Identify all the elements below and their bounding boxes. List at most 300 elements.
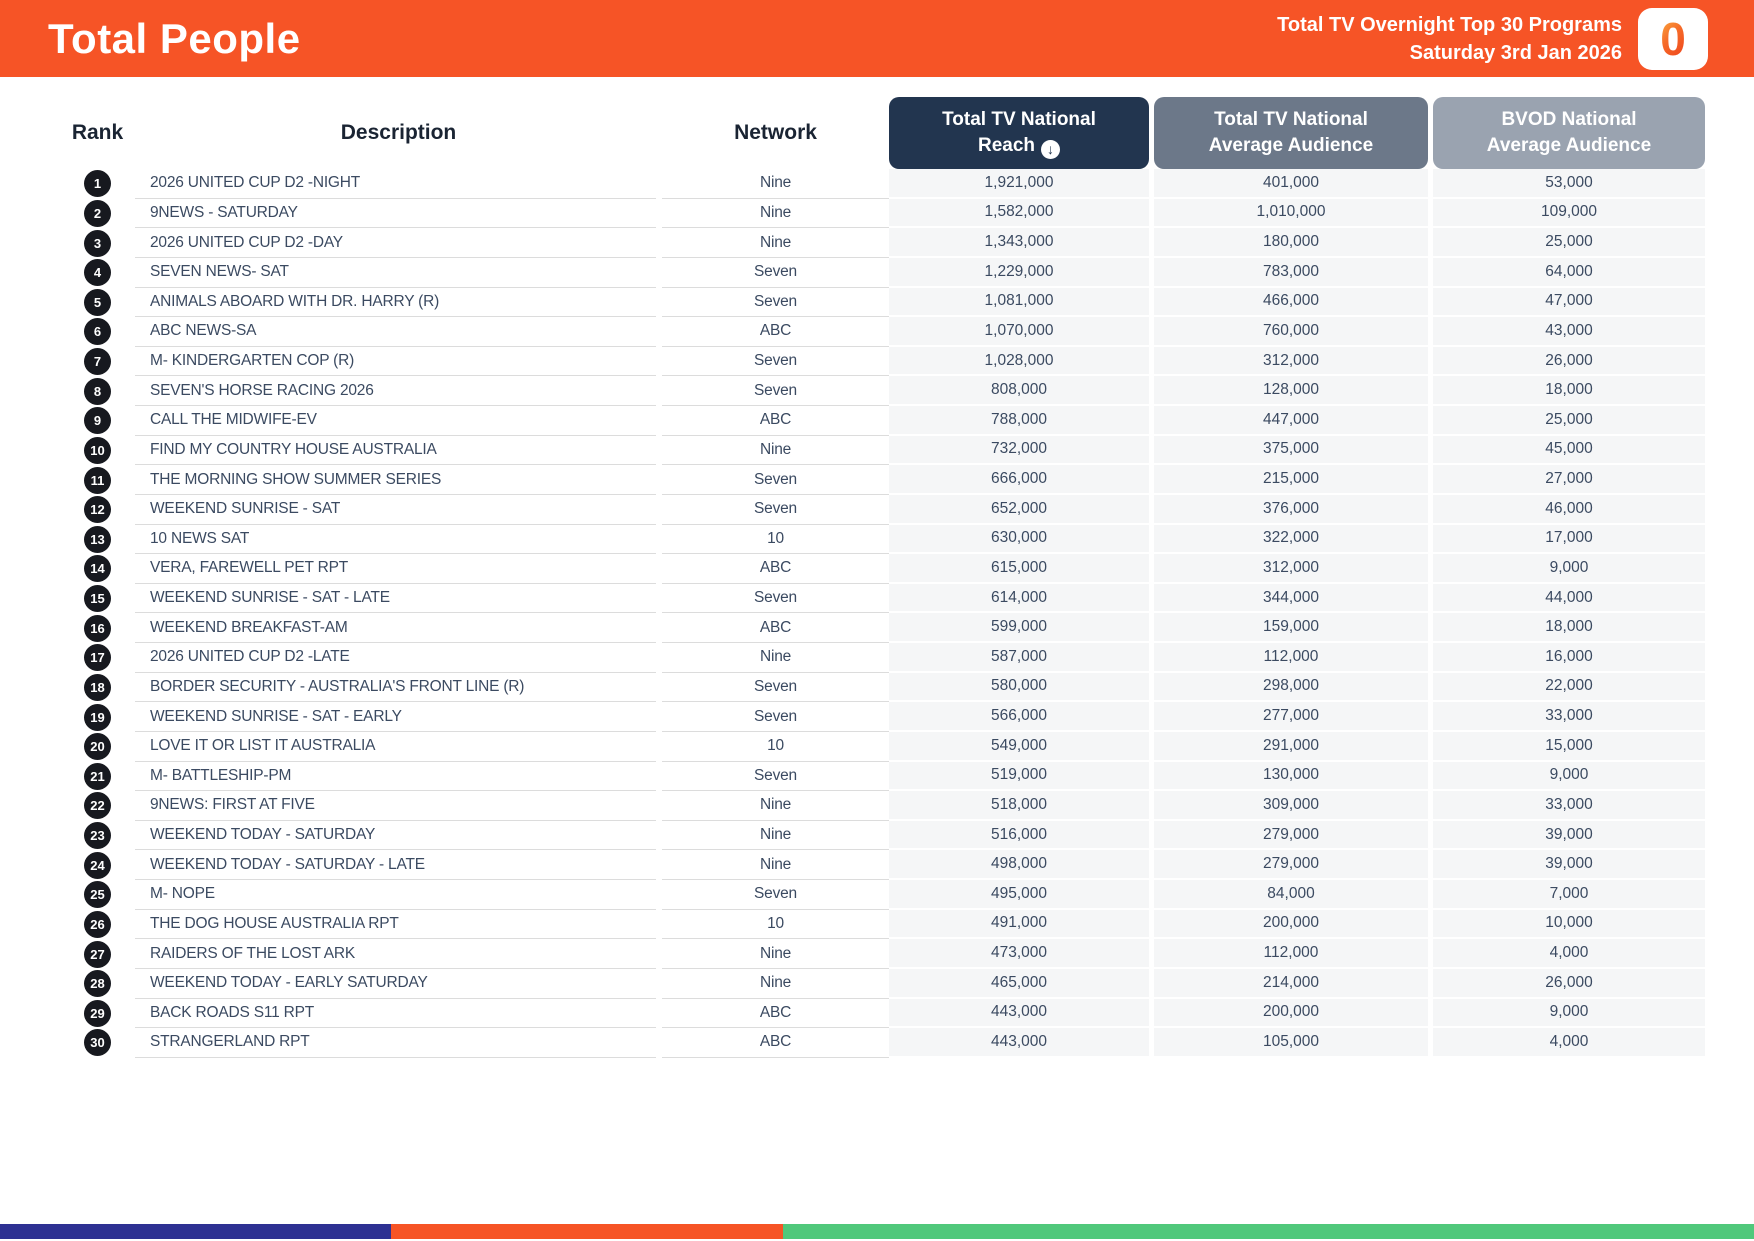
network-cell bbox=[662, 406, 889, 436]
reach-cell bbox=[889, 406, 1149, 436]
avg-audience-value: 783,000 bbox=[1262, 262, 1320, 280]
network-name: Nine bbox=[759, 203, 792, 221]
description-cell bbox=[135, 495, 656, 525]
program-description: 2026 UNITED CUP D2 -NIGHT bbox=[150, 174, 361, 192]
network-name: Nine bbox=[759, 796, 792, 814]
reach-cell bbox=[889, 999, 1149, 1029]
avg-audience-cell bbox=[1154, 258, 1428, 288]
reach-value: 1,582,000 bbox=[984, 203, 1054, 221]
network-cell bbox=[662, 673, 889, 703]
reach-cell bbox=[889, 880, 1149, 910]
reach-value: 516,000 bbox=[990, 825, 1048, 843]
network-cell bbox=[662, 495, 889, 525]
reach-value: 599,000 bbox=[990, 618, 1048, 636]
network-name: Nine bbox=[759, 944, 792, 962]
reach-value: 630,000 bbox=[990, 529, 1048, 547]
bvod-audience-cell bbox=[1433, 554, 1705, 584]
bvod-header-line2: Average Audience bbox=[1486, 135, 1652, 156]
network-cell bbox=[662, 1028, 889, 1058]
bvod-header-line1: BVOD National bbox=[1501, 109, 1637, 130]
description-cell bbox=[135, 910, 656, 940]
avg-audience-value: 344,000 bbox=[1262, 588, 1320, 606]
reach-cell bbox=[889, 554, 1149, 584]
avg-audience-cell bbox=[1154, 406, 1428, 436]
avg-audience-value: 279,000 bbox=[1262, 855, 1320, 873]
reach-value: 519,000 bbox=[990, 766, 1048, 784]
bvod-audience-cell bbox=[1433, 169, 1705, 199]
footer-segment-blue bbox=[0, 1224, 391, 1239]
reach-header-line2: Reach ↓ bbox=[978, 133, 1060, 159]
network-cell bbox=[662, 880, 889, 910]
network-cell bbox=[662, 939, 889, 969]
network-cell bbox=[662, 258, 889, 288]
bvod-value: 39,000 bbox=[1545, 825, 1593, 843]
footer-segment-green bbox=[783, 1224, 1754, 1239]
network-cell bbox=[662, 613, 889, 643]
avg-audience-cell bbox=[1154, 199, 1428, 229]
reach-cell bbox=[889, 347, 1149, 377]
description-cell bbox=[135, 347, 656, 377]
rank-badge: 26 bbox=[84, 911, 111, 938]
reach-value: 498,000 bbox=[990, 855, 1048, 873]
avg-audience-cell bbox=[1154, 850, 1428, 880]
rank-badge: 9 bbox=[84, 407, 111, 434]
table-row bbox=[60, 1028, 1705, 1058]
rank-badge: 29 bbox=[84, 1000, 111, 1027]
bvod-value: 45,000 bbox=[1545, 440, 1593, 458]
network-cell bbox=[662, 436, 889, 466]
avg-audience-cell bbox=[1154, 347, 1428, 377]
avg-audience-cell bbox=[1154, 436, 1428, 466]
description-cell bbox=[135, 613, 656, 643]
avg-audience-cell bbox=[1154, 288, 1428, 318]
reach-value: 652,000 bbox=[990, 499, 1048, 517]
bvod-value: 43,000 bbox=[1545, 321, 1593, 339]
bvod-audience-cell bbox=[1433, 317, 1705, 347]
table-row bbox=[60, 288, 1705, 318]
table-row bbox=[60, 317, 1705, 347]
description-cell bbox=[135, 406, 656, 436]
bvod-audience-cell bbox=[1433, 258, 1705, 288]
bvod-audience-cell bbox=[1433, 999, 1705, 1029]
column-header-total-tv-reach[interactable] bbox=[889, 97, 1149, 169]
network-cell bbox=[662, 791, 889, 821]
bvod-audience-cell bbox=[1433, 969, 1705, 999]
rank-cell bbox=[60, 732, 135, 762]
program-description: 9NEWS: FIRST AT FIVE bbox=[150, 796, 315, 814]
reach-value: 1,070,000 bbox=[984, 321, 1054, 339]
bvod-audience-cell bbox=[1433, 732, 1705, 762]
top-30-table bbox=[60, 97, 1705, 1058]
table-row bbox=[60, 673, 1705, 703]
bvod-audience-cell bbox=[1433, 199, 1705, 229]
network-name: Nine bbox=[759, 440, 792, 458]
network-name: 10 bbox=[767, 737, 784, 755]
bvod-audience-cell bbox=[1433, 495, 1705, 525]
bvod-audience-cell bbox=[1433, 288, 1705, 318]
network-name: ABC bbox=[759, 559, 792, 577]
bvod-value: 10,000 bbox=[1545, 914, 1593, 932]
reach-header-line1: Total TV National bbox=[942, 109, 1096, 130]
table-row bbox=[60, 702, 1705, 732]
rank-cell bbox=[60, 613, 135, 643]
reach-value: 614,000 bbox=[990, 588, 1048, 606]
reach-cell bbox=[889, 1028, 1149, 1058]
description-cell bbox=[135, 288, 656, 318]
avg-audience-cell bbox=[1154, 791, 1428, 821]
description-cell bbox=[135, 791, 656, 821]
reach-value: 587,000 bbox=[990, 647, 1048, 665]
rank-badge: 12 bbox=[84, 496, 111, 523]
bvod-audience-cell bbox=[1433, 465, 1705, 495]
rank-cell bbox=[60, 762, 135, 792]
table-row bbox=[60, 525, 1705, 555]
avg-audience-cell bbox=[1154, 732, 1428, 762]
program-description: WEEKEND SUNRISE - SAT - EARLY bbox=[150, 707, 402, 725]
table-row bbox=[60, 228, 1705, 258]
avg-audience-value: 466,000 bbox=[1262, 292, 1320, 310]
reach-value: 566,000 bbox=[990, 707, 1048, 725]
bvod-audience-cell bbox=[1433, 1028, 1705, 1058]
page-title: Total People bbox=[48, 14, 301, 62]
network-name: Nine bbox=[759, 855, 792, 873]
network-cell bbox=[662, 376, 889, 406]
rank-badge: 24 bbox=[84, 852, 111, 879]
column-header-bvod-avg-audience[interactable] bbox=[1433, 97, 1705, 169]
rank-cell bbox=[60, 702, 135, 732]
program-description: LOVE IT OR LIST IT AUSTRALIA bbox=[150, 737, 376, 755]
bvod-value: 26,000 bbox=[1545, 351, 1593, 369]
column-header-total-tv-avg-audience[interactable] bbox=[1154, 97, 1428, 169]
rank-cell bbox=[60, 288, 135, 318]
network-name: Seven bbox=[754, 381, 797, 399]
rank-cell bbox=[60, 169, 135, 199]
reach-cell bbox=[889, 910, 1149, 940]
bvod-value: 25,000 bbox=[1545, 233, 1593, 251]
avg-audience-cell bbox=[1154, 1028, 1428, 1058]
avg-audience-cell bbox=[1154, 880, 1428, 910]
rank-cell bbox=[60, 495, 135, 525]
rank-cell bbox=[60, 880, 135, 910]
avg-audience-value: 298,000 bbox=[1262, 677, 1320, 695]
avg-audience-value: 312,000 bbox=[1262, 558, 1320, 576]
avg-audience-value: 376,000 bbox=[1262, 499, 1320, 517]
avg-audience-cell bbox=[1154, 613, 1428, 643]
network-name: Seven bbox=[754, 885, 797, 903]
reach-cell bbox=[889, 969, 1149, 999]
reach-cell bbox=[889, 169, 1149, 199]
reach-cell bbox=[889, 436, 1149, 466]
bvod-value: 53,000 bbox=[1545, 173, 1593, 191]
reach-value: 1,343,000 bbox=[984, 233, 1054, 251]
bvod-audience-cell bbox=[1433, 436, 1705, 466]
bvod-value: 17,000 bbox=[1545, 529, 1593, 547]
network-cell bbox=[662, 643, 889, 673]
avg-audience-value: 291,000 bbox=[1262, 736, 1320, 754]
reach-cell bbox=[889, 643, 1149, 673]
table-row bbox=[60, 436, 1705, 466]
rank-cell bbox=[60, 821, 135, 851]
reach-value: 732,000 bbox=[990, 440, 1048, 458]
table-row bbox=[60, 643, 1705, 673]
rank-badge: 6 bbox=[84, 318, 111, 345]
avg-audience-value: 309,000 bbox=[1262, 795, 1320, 813]
network-name: Seven bbox=[754, 352, 797, 370]
network-cell bbox=[662, 999, 889, 1029]
reach-cell bbox=[889, 317, 1149, 347]
avg-audience-cell bbox=[1154, 999, 1428, 1029]
network-name: Nine bbox=[759, 174, 792, 192]
avg-audience-value: 180,000 bbox=[1262, 233, 1320, 251]
description-cell bbox=[135, 258, 656, 288]
description-cell bbox=[135, 199, 656, 229]
rank-cell bbox=[60, 199, 135, 229]
bvod-value: 64,000 bbox=[1545, 262, 1593, 280]
table-row bbox=[60, 169, 1705, 199]
network-name: 10 bbox=[767, 529, 784, 547]
avg-audience-value: 214,000 bbox=[1262, 973, 1320, 991]
avg-audience-value: 401,000 bbox=[1262, 173, 1320, 191]
program-description: VERA, FAREWELL PET RPT bbox=[150, 559, 349, 577]
reach-value: 465,000 bbox=[990, 973, 1048, 991]
reach-cell bbox=[889, 584, 1149, 614]
rank-badge: 2 bbox=[84, 200, 111, 227]
program-description: THE DOG HOUSE AUSTRALIA RPT bbox=[150, 914, 399, 932]
program-description: 2026 UNITED CUP D2 -DAY bbox=[150, 233, 343, 251]
network-cell bbox=[662, 762, 889, 792]
description-cell bbox=[135, 525, 656, 555]
reach-value: 580,000 bbox=[990, 677, 1048, 695]
bvod-value: 47,000 bbox=[1545, 292, 1593, 310]
bvod-value: 33,000 bbox=[1545, 795, 1593, 813]
network-name: Seven bbox=[754, 470, 797, 488]
table-row bbox=[60, 791, 1705, 821]
rank-cell bbox=[60, 258, 135, 288]
rank-cell bbox=[60, 436, 135, 466]
avg-audience-cell bbox=[1154, 910, 1428, 940]
avg-audience-value: 112,000 bbox=[1263, 647, 1319, 665]
network-cell bbox=[662, 969, 889, 999]
rank-badge: 5 bbox=[84, 289, 111, 316]
reach-value: 1,921,000 bbox=[984, 173, 1054, 191]
avg-audience-value: 159,000 bbox=[1262, 618, 1320, 636]
table-row bbox=[60, 613, 1705, 643]
rank-badge: 20 bbox=[84, 733, 111, 760]
table-row bbox=[60, 584, 1705, 614]
program-description: WEEKEND BREAKFAST-AM bbox=[150, 618, 348, 636]
bvod-value: 18,000 bbox=[1545, 618, 1593, 636]
table-row bbox=[60, 969, 1705, 999]
table-body bbox=[60, 169, 1705, 1058]
rank-badge: 25 bbox=[84, 881, 111, 908]
network-cell bbox=[662, 850, 889, 880]
table-row bbox=[60, 939, 1705, 969]
rank-badge: 11 bbox=[84, 467, 111, 494]
table-row bbox=[60, 347, 1705, 377]
avg-audience-cell bbox=[1154, 969, 1428, 999]
reach-value: 443,000 bbox=[990, 1032, 1048, 1050]
reach-cell bbox=[889, 850, 1149, 880]
avg-header-line2: Average Audience bbox=[1208, 135, 1374, 156]
avg-audience-cell bbox=[1154, 939, 1428, 969]
report-meta bbox=[1277, 11, 1622, 67]
rank-cell bbox=[60, 376, 135, 406]
rank-cell bbox=[60, 465, 135, 495]
rank-badge: 1 bbox=[84, 170, 111, 197]
avg-audience-value: 130,000 bbox=[1262, 766, 1320, 784]
sort-descending-icon[interactable]: ↓ bbox=[1041, 140, 1060, 159]
rank-badge: 19 bbox=[84, 704, 111, 731]
rank-badge: 30 bbox=[84, 1029, 111, 1056]
program-description: 10 NEWS SAT bbox=[150, 529, 250, 547]
rank-cell bbox=[60, 643, 135, 673]
network-cell bbox=[662, 317, 889, 347]
description-cell bbox=[135, 939, 656, 969]
rank-badge: 16 bbox=[84, 615, 111, 642]
network-cell bbox=[662, 732, 889, 762]
table-row bbox=[60, 732, 1705, 762]
rank-badge: 14 bbox=[84, 555, 111, 582]
network-cell bbox=[662, 554, 889, 584]
rank-badge: 7 bbox=[84, 348, 111, 375]
avg-audience-value: 279,000 bbox=[1262, 825, 1320, 843]
avg-audience-value: 200,000 bbox=[1262, 914, 1320, 932]
bvod-audience-cell bbox=[1433, 880, 1705, 910]
rank-cell bbox=[60, 791, 135, 821]
bvod-audience-cell bbox=[1433, 228, 1705, 258]
rank-cell bbox=[60, 999, 135, 1029]
avg-audience-cell bbox=[1154, 465, 1428, 495]
table-row bbox=[60, 999, 1705, 1029]
program-description: FIND MY COUNTRY HOUSE AUSTRALIA bbox=[150, 440, 437, 458]
program-description: CALL THE MIDWIFE-EV bbox=[150, 411, 317, 429]
bvod-value: 18,000 bbox=[1545, 381, 1593, 399]
footer-tricolor-bar bbox=[0, 1224, 1754, 1239]
avg-audience-cell bbox=[1154, 821, 1428, 851]
description-cell bbox=[135, 228, 656, 258]
network-cell bbox=[662, 525, 889, 555]
avg-audience-cell bbox=[1154, 495, 1428, 525]
rank-badge: 27 bbox=[84, 941, 111, 968]
reach-value: 549,000 bbox=[990, 736, 1048, 754]
program-description: WEEKEND TODAY - SATURDAY - LATE bbox=[150, 855, 425, 873]
rank-badge: 28 bbox=[84, 970, 111, 997]
rank-cell bbox=[60, 969, 135, 999]
bvod-audience-cell bbox=[1433, 525, 1705, 555]
bvod-audience-cell bbox=[1433, 821, 1705, 851]
bvod-value: 4,000 bbox=[1549, 944, 1589, 962]
network-name: Seven bbox=[754, 589, 797, 607]
program-description: THE MORNING SHOW SUMMER SERIES bbox=[150, 470, 442, 488]
program-description: 9NEWS - SATURDAY bbox=[150, 203, 298, 221]
description-cell bbox=[135, 702, 656, 732]
reach-cell bbox=[889, 673, 1149, 703]
description-cell bbox=[135, 673, 656, 703]
bvod-value: 22,000 bbox=[1545, 677, 1593, 695]
table-row bbox=[60, 554, 1705, 584]
program-description: WEEKEND TODAY - EARLY SATURDAY bbox=[150, 974, 428, 992]
network-cell bbox=[662, 199, 889, 229]
program-description: 2026 UNITED CUP D2 -LATE bbox=[150, 648, 350, 666]
rank-cell bbox=[60, 406, 135, 436]
report-title: Total TV Overnight Top 30 Programs bbox=[1277, 13, 1622, 36]
table-row bbox=[60, 821, 1705, 851]
rank-cell bbox=[60, 850, 135, 880]
reach-cell bbox=[889, 702, 1149, 732]
bvod-audience-cell bbox=[1433, 347, 1705, 377]
network-name: Seven bbox=[754, 292, 797, 310]
description-cell bbox=[135, 1028, 656, 1058]
bvod-audience-cell bbox=[1433, 406, 1705, 436]
avg-audience-cell bbox=[1154, 525, 1428, 555]
table-row bbox=[60, 258, 1705, 288]
description-cell bbox=[135, 850, 656, 880]
network-cell bbox=[662, 910, 889, 940]
avg-header-line1: Total TV National bbox=[1214, 109, 1368, 130]
network-name: 10 bbox=[767, 914, 784, 932]
bvod-value: 46,000 bbox=[1545, 499, 1593, 517]
network-cell bbox=[662, 821, 889, 851]
rank-cell bbox=[60, 228, 135, 258]
description-cell bbox=[135, 643, 656, 673]
rank-cell bbox=[60, 347, 135, 377]
network-cell bbox=[662, 702, 889, 732]
avg-audience-cell bbox=[1154, 584, 1428, 614]
rank-badge: 8 bbox=[84, 378, 111, 405]
bvod-value: 44,000 bbox=[1545, 588, 1593, 606]
bvod-value: 4,000 bbox=[1549, 1032, 1589, 1050]
reach-value: 615,000 bbox=[990, 558, 1048, 576]
avg-audience-cell bbox=[1154, 169, 1428, 199]
avg-audience-value: 447,000 bbox=[1262, 410, 1320, 428]
network-name: Seven bbox=[754, 766, 797, 784]
bvod-value: 26,000 bbox=[1545, 973, 1593, 991]
program-description: M- BATTLESHIP-PM bbox=[150, 766, 292, 784]
bvod-value: 9,000 bbox=[1549, 1003, 1589, 1021]
column-header-description: Description bbox=[340, 121, 457, 144]
network-name: ABC bbox=[759, 1033, 792, 1051]
bvod-value: 16,000 bbox=[1545, 647, 1593, 665]
avg-audience-value: 760,000 bbox=[1262, 321, 1320, 339]
program-description: M- KINDERGARTEN COP (R) bbox=[150, 352, 355, 370]
program-description: SEVEN NEWS- SAT bbox=[150, 263, 289, 281]
reach-value: 443,000 bbox=[990, 1003, 1048, 1021]
bvod-audience-cell bbox=[1433, 762, 1705, 792]
network-cell bbox=[662, 288, 889, 318]
rank-badge: 13 bbox=[84, 526, 111, 553]
reach-value: 808,000 bbox=[990, 381, 1048, 399]
network-cell bbox=[662, 169, 889, 199]
description-cell bbox=[135, 465, 656, 495]
rank-cell bbox=[60, 317, 135, 347]
description-cell bbox=[135, 732, 656, 762]
footer-segment-orange bbox=[391, 1224, 783, 1239]
avg-audience-cell bbox=[1154, 376, 1428, 406]
network-cell bbox=[662, 228, 889, 258]
bvod-value: 39,000 bbox=[1545, 855, 1593, 873]
reach-cell bbox=[889, 821, 1149, 851]
table-row bbox=[60, 850, 1705, 880]
reach-value: 1,028,000 bbox=[984, 351, 1054, 369]
bvod-value: 27,000 bbox=[1545, 470, 1593, 488]
network-name: ABC bbox=[759, 618, 792, 636]
reach-value: 1,229,000 bbox=[984, 262, 1054, 280]
program-description: RAIDERS OF THE LOST ARK bbox=[150, 944, 355, 962]
reach-cell bbox=[889, 199, 1149, 229]
bvod-value: 7,000 bbox=[1549, 884, 1589, 902]
rank-cell bbox=[60, 584, 135, 614]
program-description: BACK ROADS S11 RPT bbox=[150, 1003, 315, 1021]
